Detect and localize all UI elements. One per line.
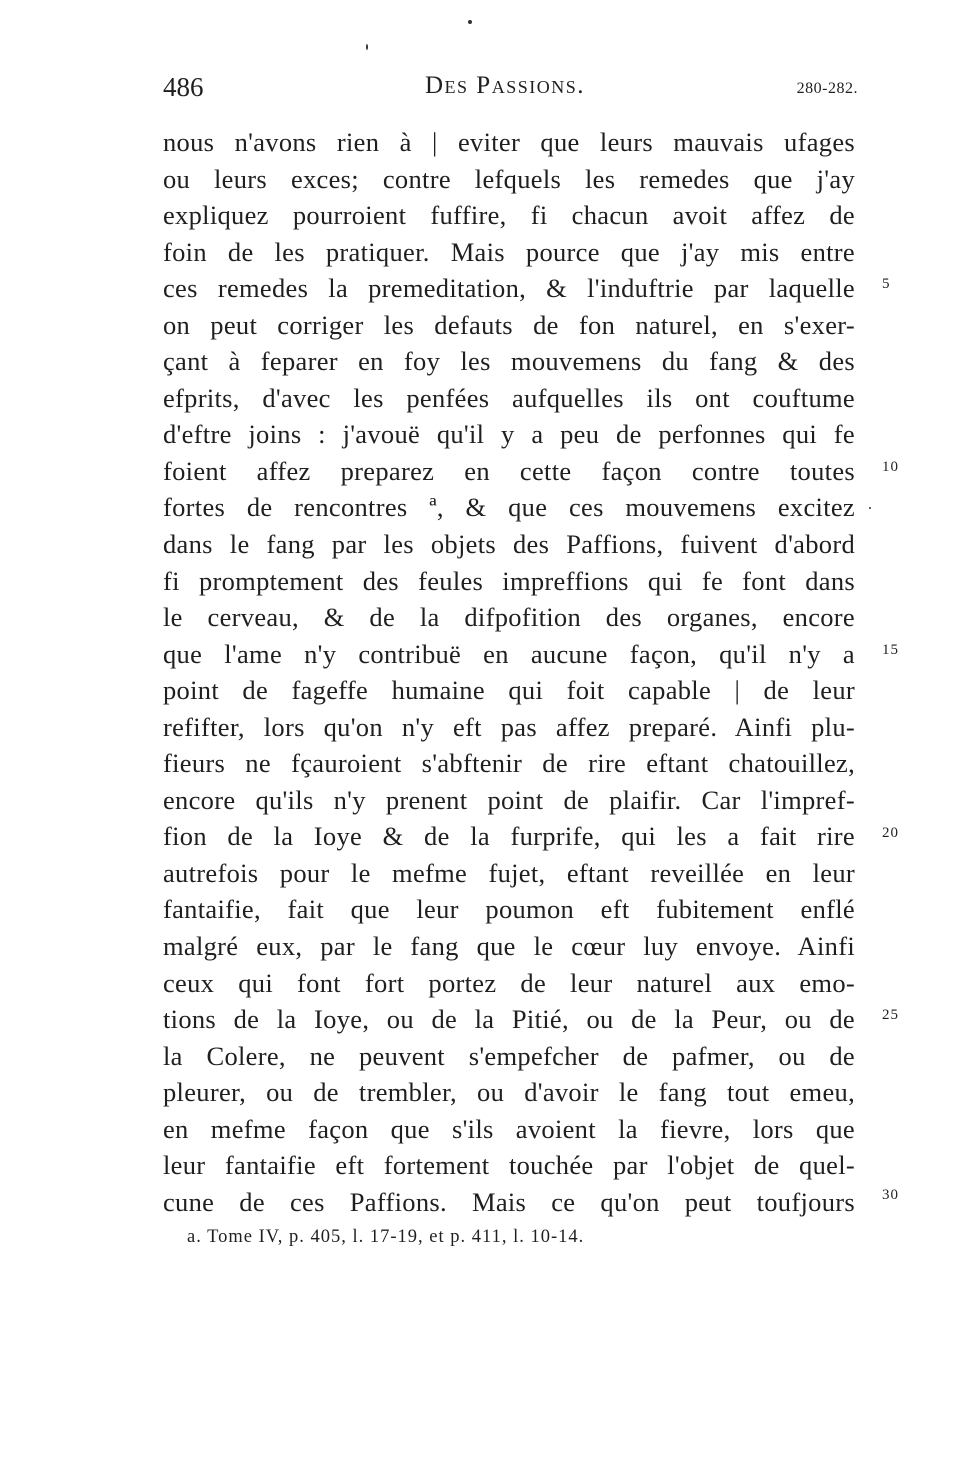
text-line: refifter, lors qu'on n'y eft pas affez preparé. Ainfi plu-: [163, 711, 855, 742]
text-line: fortes de rencontres ª, & que ces mouvemens excitez: [163, 492, 855, 523]
ink-speck: [869, 507, 871, 509]
text-line: foin de les pratiquer. Mais pource que j'ay mis entre: [163, 236, 855, 267]
text-line: en mefme façon que s'ils avoient la fievre, lors que: [163, 1113, 855, 1144]
text-line: çant à feparer en foy les mouvemens du fang & des: [163, 346, 855, 377]
text-line: fieurs ne fçauroient s'abftenir de rire eftant chatouillez,: [163, 748, 855, 779]
text-line: nous n'avons rien à | eviter que leurs mauvais ufages: [163, 127, 855, 157]
text-line: point de fageffe humaine qui foit capable | de leur: [163, 675, 855, 706]
line-number: 25: [882, 1007, 899, 1023]
text-line: malgré eux, par le fang que le cœur luy envoye. Ainfi: [163, 931, 855, 962]
text-line: foient affez preparez en cette façon contre toutes: [163, 455, 855, 486]
text-line: que l'ame n'y contribuë en aucune façon, qu'il n'y a: [163, 638, 855, 669]
text-line: d'eftre joins : j'avouë qu'il y a peu de perfonnes qui fe: [163, 419, 855, 450]
page-number: 486: [163, 72, 204, 102]
body-text: [163, 124, 855, 1220]
ink-speck: [366, 44, 368, 50]
text-line: cune de ces Paffions. Mais ce qu'on peut toufjours: [163, 1186, 855, 1217]
text-line: ceux qui font fort portez de leur naturel aux emo-: [163, 967, 855, 998]
text-line: autrefois pour le mefme fujet, eftant reveillée en leur: [163, 857, 855, 888]
line-number: 30: [882, 1187, 899, 1203]
text-line: tions de la Ioye, ou de la Pitié, ou de la Peur, ou de: [163, 1004, 855, 1035]
text-line: ou leurs exces; contre lefquels les remedes que j'ay: [163, 163, 855, 194]
text-line: encore qu'ils n'y prenent point de plaifir. Car l'impref-: [163, 784, 855, 815]
text-line: le cerveau, & de la difpofition des organes, encore: [163, 602, 855, 633]
text-line: fi promptement des feules impreffions qui fe font dans: [163, 565, 855, 596]
footnote: a. Tome IV, p. 405, l. 17-19, et p. 411, l. 10-14.: [187, 1227, 585, 1247]
text-line: la Colere, ne peuvent s'empefcher de pafmer, ou de: [163, 1040, 855, 1071]
line-number: 5: [882, 276, 891, 292]
line-number: 10: [882, 459, 899, 475]
ink-speck: [468, 20, 472, 24]
text-line: fantaifie, fait que leur poumon eft fubitement enflé: [163, 894, 855, 925]
running-title: Des Passions.: [425, 72, 585, 99]
text-line: on peut corriger les defauts de fon naturel, en s'exer-: [163, 309, 855, 340]
text-line: dans le fang par les objets des Paffions, fuivent d'abord: [163, 529, 855, 560]
line-number: 15: [882, 642, 899, 658]
line-number: 20: [882, 825, 899, 841]
text-line: ces remedes la premeditation, & l'induftrie par laquelle: [163, 273, 855, 304]
page-range: 280-282.: [796, 80, 858, 97]
page-header: [163, 72, 858, 106]
text-line: pleurer, ou de trembler, ou d'avoir le fang tout emeu,: [163, 1077, 855, 1108]
text-line: efprits, d'avec les penfées aufquelles ils ont couftume: [163, 382, 855, 413]
text-line: expliquez pourroient fuffire, fi chacun avoit affez de: [163, 200, 855, 231]
text-line: fion de la Ioye & de la furprife, qui les a fait rire: [163, 821, 855, 852]
text-line: leur fantaifie eft fortement touchée par l'objet de quel-: [163, 1150, 855, 1181]
